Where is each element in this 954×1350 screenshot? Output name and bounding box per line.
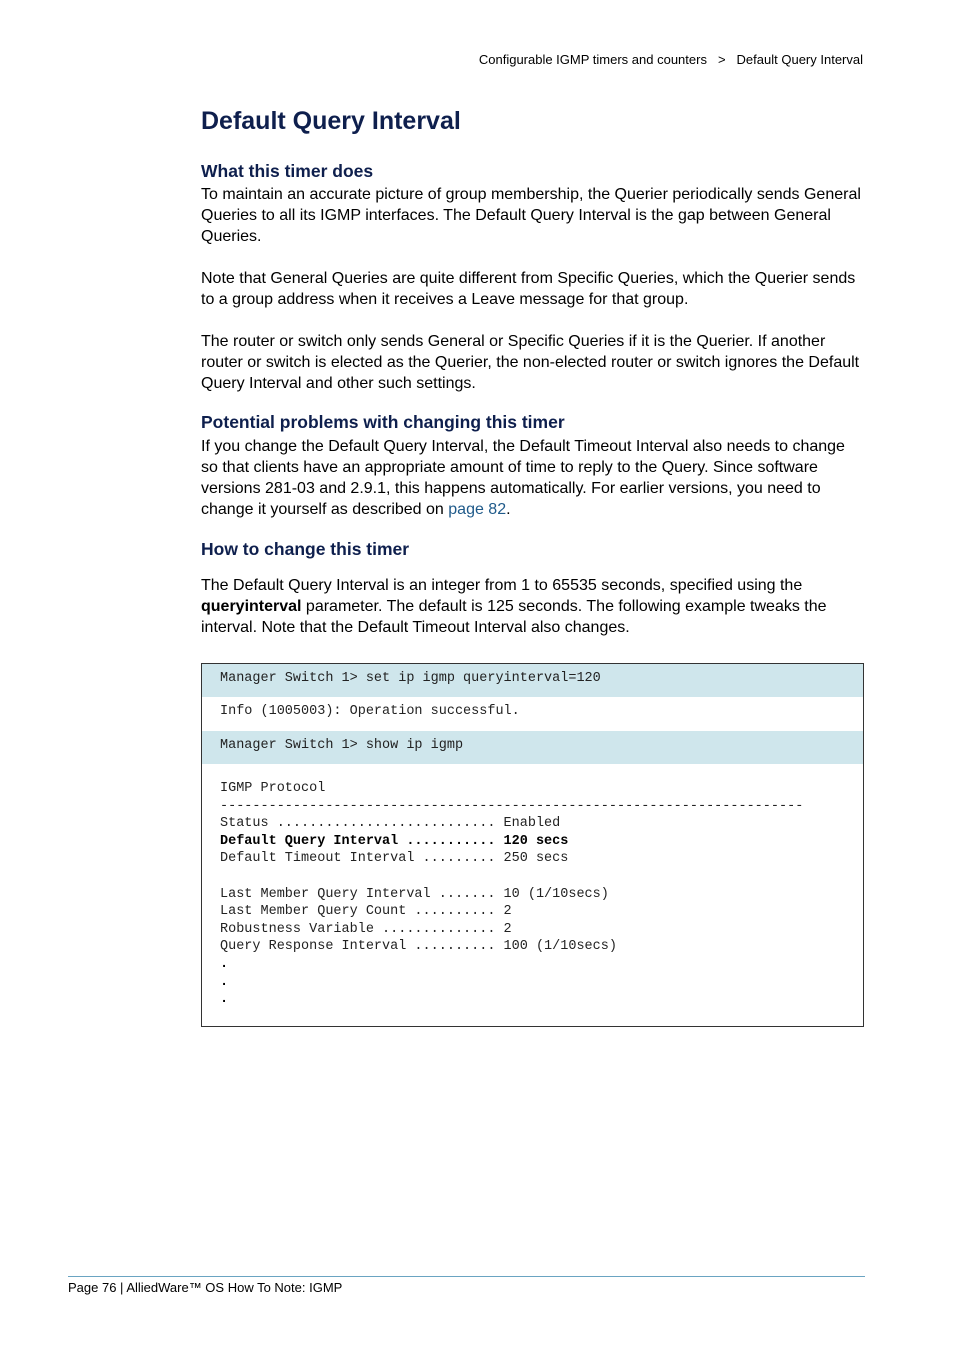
breadcrumb-current: Default Query Interval [736, 52, 863, 67]
command-line-2: Manager Switch 1> show ip igmp [202, 731, 863, 764]
section-heading-how: How to change this timer [201, 539, 410, 559]
what-paragraph-3: The router or switch only sends General or Specific Queries if it is the Querier. If another router or switch is elected as the Querier, the non-elected router or switch ignores the Default Query Interval and other such settings. [201, 333, 860, 392]
output-ellipsis-dot: . [220, 956, 229, 972]
problems-text: If you change the Default Query Interval, the Default Timeout Interval also needs to change so that clients have an appropriate amount of time to reply to the Query. Since software versions 281-03 and 2.9.1, this happens automatically. For earlier versions, you need to change it yourself as described on [201, 438, 845, 518]
page-82-link[interactable]: page 82 [448, 501, 507, 518]
output-robustness-variable: Robustness Variable .............. 2 [220, 921, 512, 937]
footer-divider [68, 1276, 865, 1277]
problems-paragraph [201, 436, 865, 520]
problems-text-end: . [506, 501, 511, 518]
code-example [201, 663, 864, 1027]
output-header: IGMP Protocol [220, 781, 326, 796]
command-output [202, 764, 863, 1009]
breadcrumb-parent[interactable]: Configurable IGMP timers and counters [478, 52, 707, 67]
output-query-response-interval: Query Response Interval .......... 100 (1/10secs) [220, 939, 617, 955]
command-line-1: Manager Switch 1> set ip igmp queryinterval=120 [202, 664, 863, 697]
what-paragraph-2: Note that General Queries are quite different from Specific Queries, which the Querier sends to a group address when it receives a Leave message for that group. [201, 270, 856, 308]
breadcrumb-separator: > [717, 52, 726, 67]
section-heading-what: What this timer does [201, 161, 374, 181]
breadcrumb [479, 52, 863, 67]
what-paragraph-1: To maintain an accurate picture of group membership, the Querier periodically sends General Queries to all its IGMP interfaces. The Default Query Interval is the gap between General Queries. [201, 186, 861, 245]
output-rule: ------------------------------------------------------------------------ [220, 798, 804, 814]
output-last-member-query-count: Last Member Query Count .......... 2 [220, 904, 512, 920]
output-status: Status ........................... Enabled [220, 816, 561, 832]
page-footer: Page 76 | AlliedWare™ OS How To Note: IGMP [68, 1280, 343, 1295]
page-content [201, 104, 865, 638]
response-line-1: Info (1005003): Operation successful. [220, 704, 520, 719]
queryinterval-param: queryinterval [201, 598, 302, 615]
section-heading-problems: Potential problems with changing this timer [201, 412, 565, 432]
output-default-query-interval: Default Query Interval ........... 120 secs [220, 833, 569, 849]
output-last-member-query-interval: Last Member Query Interval ....... 10 (1/10secs) [220, 886, 609, 902]
how-text: The Default Query Interval is an integer from 1 to 65535 seconds, specified using the [201, 577, 803, 594]
how-paragraph [201, 575, 865, 638]
output-ellipsis-dot: . [220, 992, 229, 1008]
output-default-timeout-interval: Default Timeout Interval ......... 250 secs [220, 851, 569, 867]
how-text-end: parameter. The default is 125 seconds. The following example tweaks the interval. Note that the Default Timeout Interval also changes. [201, 598, 827, 636]
output-ellipsis-dot: . [220, 974, 229, 990]
output-blank [220, 868, 863, 886]
page-title: Default Query Interval [201, 107, 461, 135]
